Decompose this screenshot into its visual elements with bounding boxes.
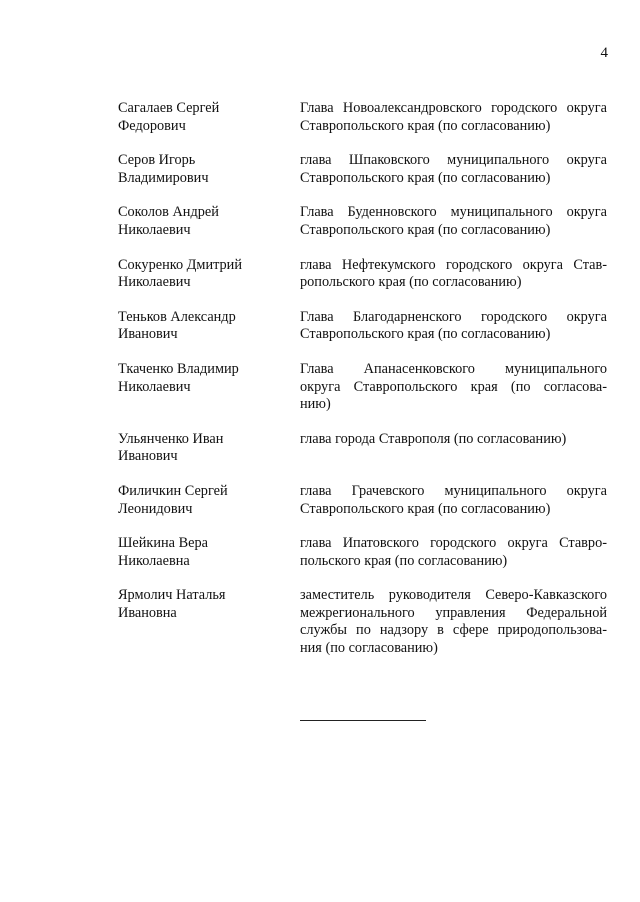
name-line: Иванович <box>118 448 178 465</box>
member-name <box>118 152 300 187</box>
role-line: Ставропольского края (по согласованию) <box>300 500 551 517</box>
member-name <box>118 535 300 570</box>
list-item <box>118 100 608 135</box>
list-item <box>118 257 608 292</box>
name-line: Сагалаев Сергей <box>118 100 220 116</box>
name-line: Владимирович <box>118 169 209 186</box>
name-line: Ярмолич Наталья <box>118 587 226 604</box>
role-line: нию) <box>300 396 331 413</box>
name-line: Ульянченко Иван <box>118 430 224 447</box>
name-line: Соколов Андрей <box>118 204 219 221</box>
role-line: Глава Буденновского муниципального округа <box>300 204 607 221</box>
list-item <box>118 361 608 414</box>
role-line: Ставропольского края (по согласованию) <box>300 117 551 134</box>
role-line: заместитель руководителя Северо-Кавказского <box>300 587 607 604</box>
member-role <box>300 309 607 344</box>
member-name <box>118 483 300 518</box>
member-name <box>118 204 300 239</box>
list-item <box>118 431 608 466</box>
member-role <box>300 587 607 657</box>
member-name <box>118 309 300 344</box>
name-line: Иванович <box>118 326 178 343</box>
role-line: службы по надзору в сфере природопользова- <box>300 622 607 639</box>
list-item <box>118 587 608 657</box>
member-role <box>300 535 607 570</box>
member-role <box>300 361 607 414</box>
name-line: Теньков Александр <box>118 308 236 325</box>
name-line: Николаевич <box>118 378 191 395</box>
member-role <box>300 483 607 518</box>
name-line: Леонидович <box>118 500 193 517</box>
role-line: глава Ипатовского городского округа Ставро- <box>300 535 607 552</box>
role-line: Глава Благодарненского городского округа <box>300 308 607 325</box>
name-line: Ткаченко Владимир <box>118 360 239 377</box>
member-name <box>118 431 300 466</box>
role-line: польского края (по согласованию) <box>300 552 508 569</box>
member-role <box>300 152 607 187</box>
role-line: межрегионального управления Федеральной <box>300 604 607 621</box>
list-item <box>118 152 608 187</box>
role-line: ропольского края (по согласованию) <box>300 274 522 291</box>
member-name <box>118 100 300 135</box>
member-role <box>300 257 607 292</box>
name-line: Николаевна <box>118 552 190 569</box>
role-line: глава Нефтекумского городского округа Став- <box>300 256 607 273</box>
role-line: Ставропольского края (по согласованию) <box>300 169 551 186</box>
list-item <box>118 535 608 570</box>
role-line: ния (по согласованию) <box>300 640 438 657</box>
role-line: глава Шпаковского муниципального округа <box>300 152 607 169</box>
role-line: Глава Апанасенковского муниципального <box>300 360 607 377</box>
name-line: Сокуренко Дмитрий <box>118 256 242 273</box>
member-name <box>118 587 300 622</box>
list-item <box>118 309 608 344</box>
name-line: Шейкина Вера <box>118 535 208 552</box>
end-of-list-rule <box>300 720 426 721</box>
role-line: округа Ставропольского края (по согласова- <box>300 378 607 395</box>
role-line: глава Грачевского муниципального округа <box>300 482 607 499</box>
member-role <box>300 431 607 449</box>
member-role <box>300 100 607 135</box>
page-number: 4 <box>600 45 608 61</box>
role-line: Ставропольского края (по согласованию) <box>300 326 551 343</box>
role-line: Глава Новоалександровского городского округа <box>300 100 607 116</box>
member-name <box>118 361 300 396</box>
role-line: глава города Ставрополя (по согласованию) <box>300 430 567 447</box>
name-line: Филичкин Сергей <box>118 482 228 499</box>
name-line: Николаевич <box>118 221 191 238</box>
name-line: Федорович <box>118 117 186 134</box>
list-item <box>118 483 608 518</box>
name-line: Николаевич <box>118 274 191 291</box>
member-list <box>118 100 608 658</box>
member-role <box>300 204 607 239</box>
name-line: Серов Игорь <box>118 152 196 169</box>
list-item <box>118 204 608 239</box>
member-name <box>118 257 300 292</box>
name-line: Ивановна <box>118 604 177 621</box>
role-line: Ставропольского края (по согласованию) <box>300 221 551 238</box>
